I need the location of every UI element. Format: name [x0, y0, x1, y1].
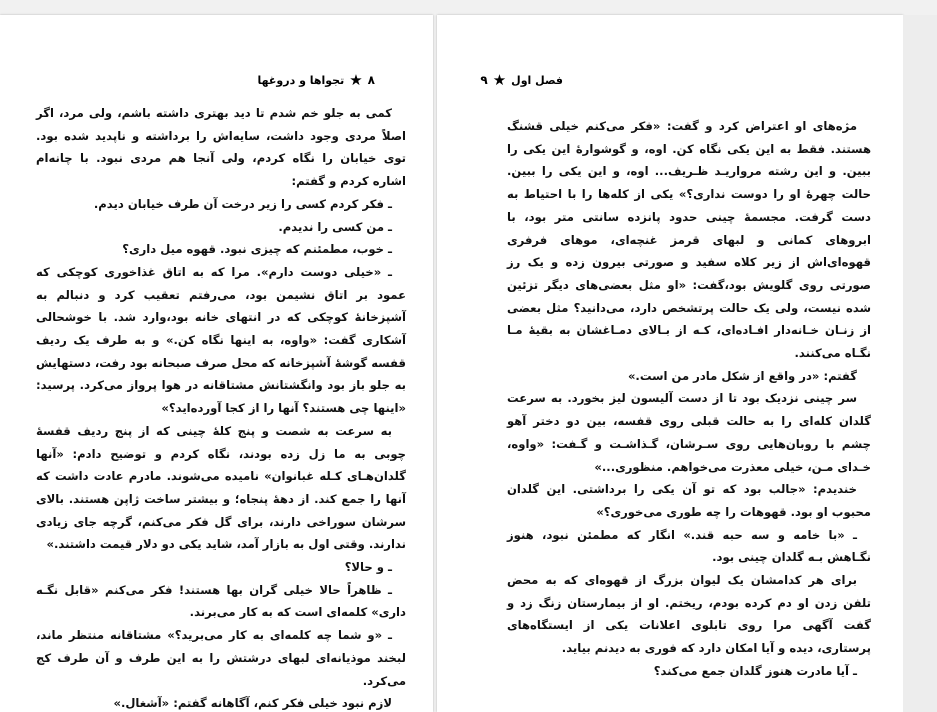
paragraph: کمی به جلو خم شدم تا دید بهتری داشته باشم، ولی مرد، اگر اصلاً مردی وجود داشت، سایه‌اش را برداشته و ناپدید شده بود. توی خیابان را نگاه کردم، ولی آنجا هم مردی نبود. با چانه‌ام اشاره کردم و گفتم: — [36, 106, 406, 189]
viewer-background — [903, 15, 937, 712]
paragraph: ـ «و شما چه کلمه‌ای به کار می‌برید؟» مشتاقانه منتظر ماند، لبخند موذیانه‌ای لبهای درشتش را به این طرف و آن طرف کج می‌کرد. — [36, 628, 406, 688]
page-body-right — [507, 115, 871, 683]
paragraph: ـ ظاهراً حالا خیلی گران بها هستند! فکر می‌کنم «قابل نگـه داری» کلمه‌ای است که به کار می‌برند. — [36, 582, 406, 620]
paragraph: ـ فکر کردم کسی را زیر درخت آن طرف خیابان دیدم. — [93, 196, 392, 211]
paragraph: به سرعت به شصت و پنج کلهٔ چینی که از پنج ردیف قفسهٔ چوبی به ما زل زده بودند، نگاه کردم و توضیح دادم: «آنها گلدان‌هـای کـله غبانوان» نامیده می‌شوند. مادرم عادت داشت که آنها را جمع کند. از دههٔ پنجاه؛ و بیشتر ساخت ژاپن هستند. بالای سرشان سوراخی دارند، برای گل فکر می‌کنم، گرچه جای زیادی ندارند. وقتی اول به بازار آمد، شاید یکی دو دلار قیمت داشتند.» — [36, 423, 406, 552]
paragraph: ـ «با خامه و سه حبه قند.» انگار که مطمئن نبود، هنوز نگـاهش بـه گلدان چینی بود. — [507, 527, 871, 565]
star-icon: ★ — [349, 70, 363, 89]
running-title: تجواها و دروغها — [257, 73, 345, 87]
running-header-right — [480, 69, 563, 91]
paragraph: لازم نبود خیلی فکر کنم، آگاهانه گفتم: «آشغال.» — [113, 696, 392, 711]
paragraph: ـ آیا مادرت هنوز گلدان جمع می‌کند؟ — [653, 663, 857, 678]
paragraph: سر چینی نزدیک بود تا از دست آلیسون لیز بخورد. به سرعت گلدان کله‌ای را به حالت قبلی روی قفسه، بین دو دختر آهو چشم با روبان‌هایی روی سـرشان، گـذاشـت و گـفت: «واوه، خـدای مـن، خیلی معذرت می‌خواهم. منظوری...» — [507, 391, 871, 474]
paragraph: ـ من کسی را ندیدم. — [278, 219, 392, 234]
page-body-left — [36, 102, 406, 712]
running-header-left — [258, 69, 375, 91]
paragraph: ـ «خیلی دوست دارم». مرا که به اتاق غذاخوری کوچکی که عمود بر اتاق نشیمن بود، می‌رفتم تعقیب کرد و دنبالم به آشپزخانهٔ کوچکی که در انتهای خانه بود،وارد شد. با خوشحالی آشکاری گفت: «واوه، به اینها نگاه کن.» و به طرف یک ردیف قفسه گوشهٔ آشپزخانه که محل صرف صبحانه بود رفت، دستهایش به جلو باز بود وانگشتانش مشتاقانه در هوا پرواز می‌کرد. پرسید: «اینها چی هستند؟ آنها را از کجا آورده‌اید؟» — [36, 264, 406, 416]
paragraph: گفتم: «در واقع از شکل مادر من است.» — [627, 368, 857, 383]
page-number: ۹ — [480, 73, 488, 87]
star-icon: ★ — [492, 70, 507, 89]
page-right — [437, 15, 903, 712]
paragraph: ـ و حالا؟ — [344, 560, 392, 575]
running-title: فصل اول — [511, 73, 563, 87]
page-number: ۸ — [367, 73, 375, 87]
paragraph: برای هر کدامشان یک لیوان بزرگ از قهوه‌ای که به محض تلفن زدن او دم کرده بودم، ریختم. او از بیمارستان زنگ زد و گفت آگهی مرا روی تابلوی اعلانات یکی از ایستگاه‌های پرستاری، دیده و آیا امکان دارد که فوری به دیدنم بیاید. — [507, 573, 871, 656]
paragraph: خندیدم: «جالب بود که تو آن یکی را برداشتی. این گلدان محبوب او بود. قهوهات را چه طوری می‌خوری؟» — [507, 482, 871, 519]
paragraph: ـ خوب، مطمئنم که چیزی نبود. قهوه میل داری؟ — [122, 242, 392, 257]
paragraph: مژه‌های او اعتراض کرد و گفت: «فکر می‌کنم خیلی قشنگ هستند. فقط به این یکی نگاه کن. اوه، و گوشوارهٔ این یکی را ببین. و این رشته مرواریـد ظـریف... اوه، و این یکی را ببین. حالت چهرهٔ او را دوست نداری؟» یکی از کله‌ها را با احتیاط به دست گرفت. مجسمهٔ چینی حدود پانزده سانتی متر بود، با ابروهای کمانی و لبهای قرمز غنچه‌ای، موهای فرفری قهوه‌ای‌اش از زیر کلاه سفید و صورتی بیرون زده و یک رز صورتی روی گلویش بود،گفت: «او مثل بعضی‌های دیگر تزئین شده نیست، ولی یک حالت پرتشخص دارد، می‌دانید؟ مثل بعضی از زنـان خـانه‌دار افـاده‌ای، کـه از بـالای دمـاغشان به بقیهٔ مـا نگـاه می‌کنند. — [507, 119, 871, 361]
page-left — [0, 15, 433, 712]
